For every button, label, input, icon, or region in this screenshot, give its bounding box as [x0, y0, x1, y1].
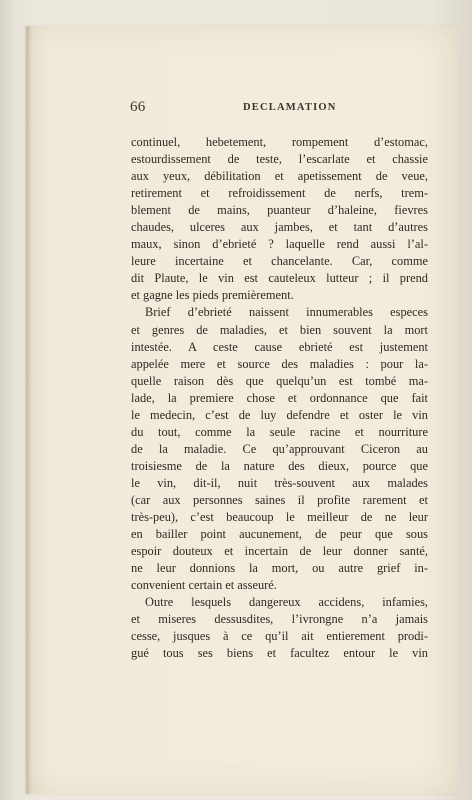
- text-line: et gagne les pieds premièrement.: [131, 288, 294, 303]
- text-line: et miseres dessusdites, l’ivrongne n’a jamais: [131, 612, 428, 627]
- text-line: appelée mere et source des maladies : pour la-: [131, 356, 428, 371]
- text-line: gué tous ses biens et facultez entour le vin: [131, 646, 428, 661]
- page-gutter-shadow: [26, 26, 32, 794]
- text-line: quelle raison dès que quelqu’un est tombé ma-: [131, 373, 428, 388]
- text-line: leure incertaine et chancelante. Car, comme: [131, 254, 428, 269]
- text-line: convenient certain et asseuré.: [131, 578, 277, 593]
- text-line: troisiesme de la nature des dieux, pource que: [131, 458, 428, 473]
- text-line: blement de mains, puanteur d’haleine, fievres: [131, 203, 428, 218]
- text-line: (car aux personnes saines il profite rarement et: [131, 492, 428, 507]
- text-line: de la maladie. Ce qu’approuvant Ciceron au: [131, 441, 428, 456]
- text-line: du tout, comme la seule racine et nourriture: [131, 424, 428, 439]
- text-line: espoir douteux et incertain de leur donner santé,: [131, 544, 428, 559]
- text-line: retirement et refroidissement de nerfs, trem-: [131, 186, 428, 201]
- text-line: estourdissement de teste, l’escarlate et chassie: [131, 152, 428, 167]
- text-line: Brief d’ebrieté naissent innumerables especes: [145, 305, 428, 320]
- text-line: ne leur donnions la mort, ou autre grief in-: [131, 561, 428, 576]
- text-line: continuel, hebetement, rompement d’estomac,: [131, 135, 428, 149]
- text-line: dit Plaute, le vin est cauteleux lutteur ; il prend: [131, 271, 428, 286]
- running-title: DECLAMATION: [243, 102, 337, 113]
- text-line: lade, la premiere chose et ordonnance que fait: [131, 390, 428, 405]
- body-text: [131, 134, 428, 662]
- text-line: maux, sinon d’ebrieté ? laquelle rend aussi l’al-: [131, 237, 428, 252]
- page-number: 66: [130, 99, 146, 115]
- text-line: aux yeux, débilitation et apetissement de veue,: [131, 169, 428, 184]
- text-line: et genres de maladies, et bien souvent la mort: [131, 322, 428, 337]
- text-line: le medecin, c’est de luy defendre et oster le vin: [131, 407, 428, 422]
- text-line: chaudes, ulceres aux jambes, et tant d’autres: [131, 220, 428, 235]
- text-line: cesse, jusques à ce qu’il ait entierement prodi-: [131, 629, 428, 644]
- text-line: intestée. A ceste cause ebrieté est justement: [131, 339, 428, 354]
- text-line: en bailler point aucunement, de peur que sous: [131, 527, 428, 542]
- text-line: très-peu), c’est beaucoup le meilleur de ne leur: [131, 510, 428, 525]
- text-line: le vin, dit-il, nuit très-souvent aux malades: [131, 475, 428, 490]
- text-line: Outre lesquels dangereux accidens, infamies,: [145, 595, 428, 610]
